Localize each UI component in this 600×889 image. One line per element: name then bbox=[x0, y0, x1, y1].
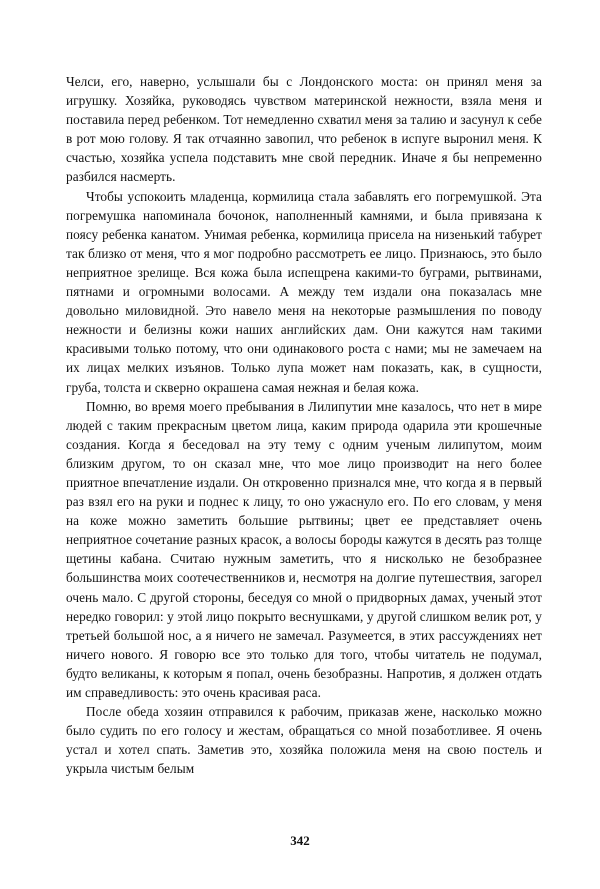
page-number: 342 bbox=[290, 833, 310, 848]
paragraph-3: Помню, во время моего пребывания в Лилипутии мне казалось, что нет в мире людей с таким прекрасным цветом лица, каким природа одарила эти крошечные создания. Когда я беседовал на эту тему с одним ученым лилипутом, моим близким другом, то он сказал мне, что мое лицо производит на него более приятное впечатление издали. Он откровенно признался мне, что когда я в первый раз взял его на руки и поднес к лицу, то оно ужаснуло его. По его словам, у меня на коже можно заметить большие рытвины; цвет ее представляет очень неприятное сочетание разных красок, а волосы бороды кажутся в десять раз толще щетины кабана. Считаю нужным заметить, что я нисколько не безобразнее большинства моих соотечественников и, несмотря на долгие путешествия, загорел очень мало. С другой стороны, беседуя со мной о придворных дамах, ученый этот нередко говорил: у этой лицо покрыто веснушками, у другой слишком велик рот, у третьей большой нос, а я ничего не замечал. Разумеется, в этих рассуждениях нет ничего нового. Я говорю все это только для того, чтобы читатель не подумал, будто великаны, к которым я попал, очень безобразны. Напротив, я должен отдать им справедливость: это очень красивая раса. bbox=[66, 398, 542, 700]
paragraph-2: Чтобы успокоить младенца, кормилица стала забавлять его погремушкой. Эта погремушка напоминала бочонок, наполненный камнями, и была привязана к поясу ребенка канатом. Унимая ребенка, кормилица присела на низенький табурет так близко от меня, что я мог подробно рассмотреть ее лицо. Признаюсь, это было неприятное зрелище. Вся кожа была испещрена какими-то буграми, рытвинами, пятнами и огромными волосами. А между тем издали она показалась мне довольно миловидной. Это навело меня на некоторые размышления по поводу нежности и белизны кожи наших английских дам. Они кажутся нам такими красивыми только потому, что они одинакового роста с нами; мы не замечаем на их лицах мелких изъянов. Только лупа может нам показать, как, в сущности, груба, толста и скверно окрашена самая нежная и белая кожа. bbox=[66, 188, 542, 395]
paragraph-1: Челси, его, наверно, услышали бы с Лондонского моста: он принял меня за игрушку. Хозяйка, руководясь чувством материнской нежности, взяла меня и поставила перед ребенком. Тот немедленно схватил меня за талию и засунул к себе в рот мою голову. Я так отчаянно завопил, что ребенок в испуге выронил меня. К счастью, хозяйка успела подставить мне свой передник. Иначе я бы непременно разбился насмерть. bbox=[66, 74, 542, 185]
paragraph-4: После обеда хозяин отправился к рабочим, приказав жене, насколько можно было судить по его голосу и жестам, обращаться со мной позаботливее. Я очень устал и хотел спать. Заметив это, хозяйка положила меня на свою постель и укрыла чистым белым bbox=[66, 704, 542, 777]
body-text bbox=[66, 72, 542, 778]
